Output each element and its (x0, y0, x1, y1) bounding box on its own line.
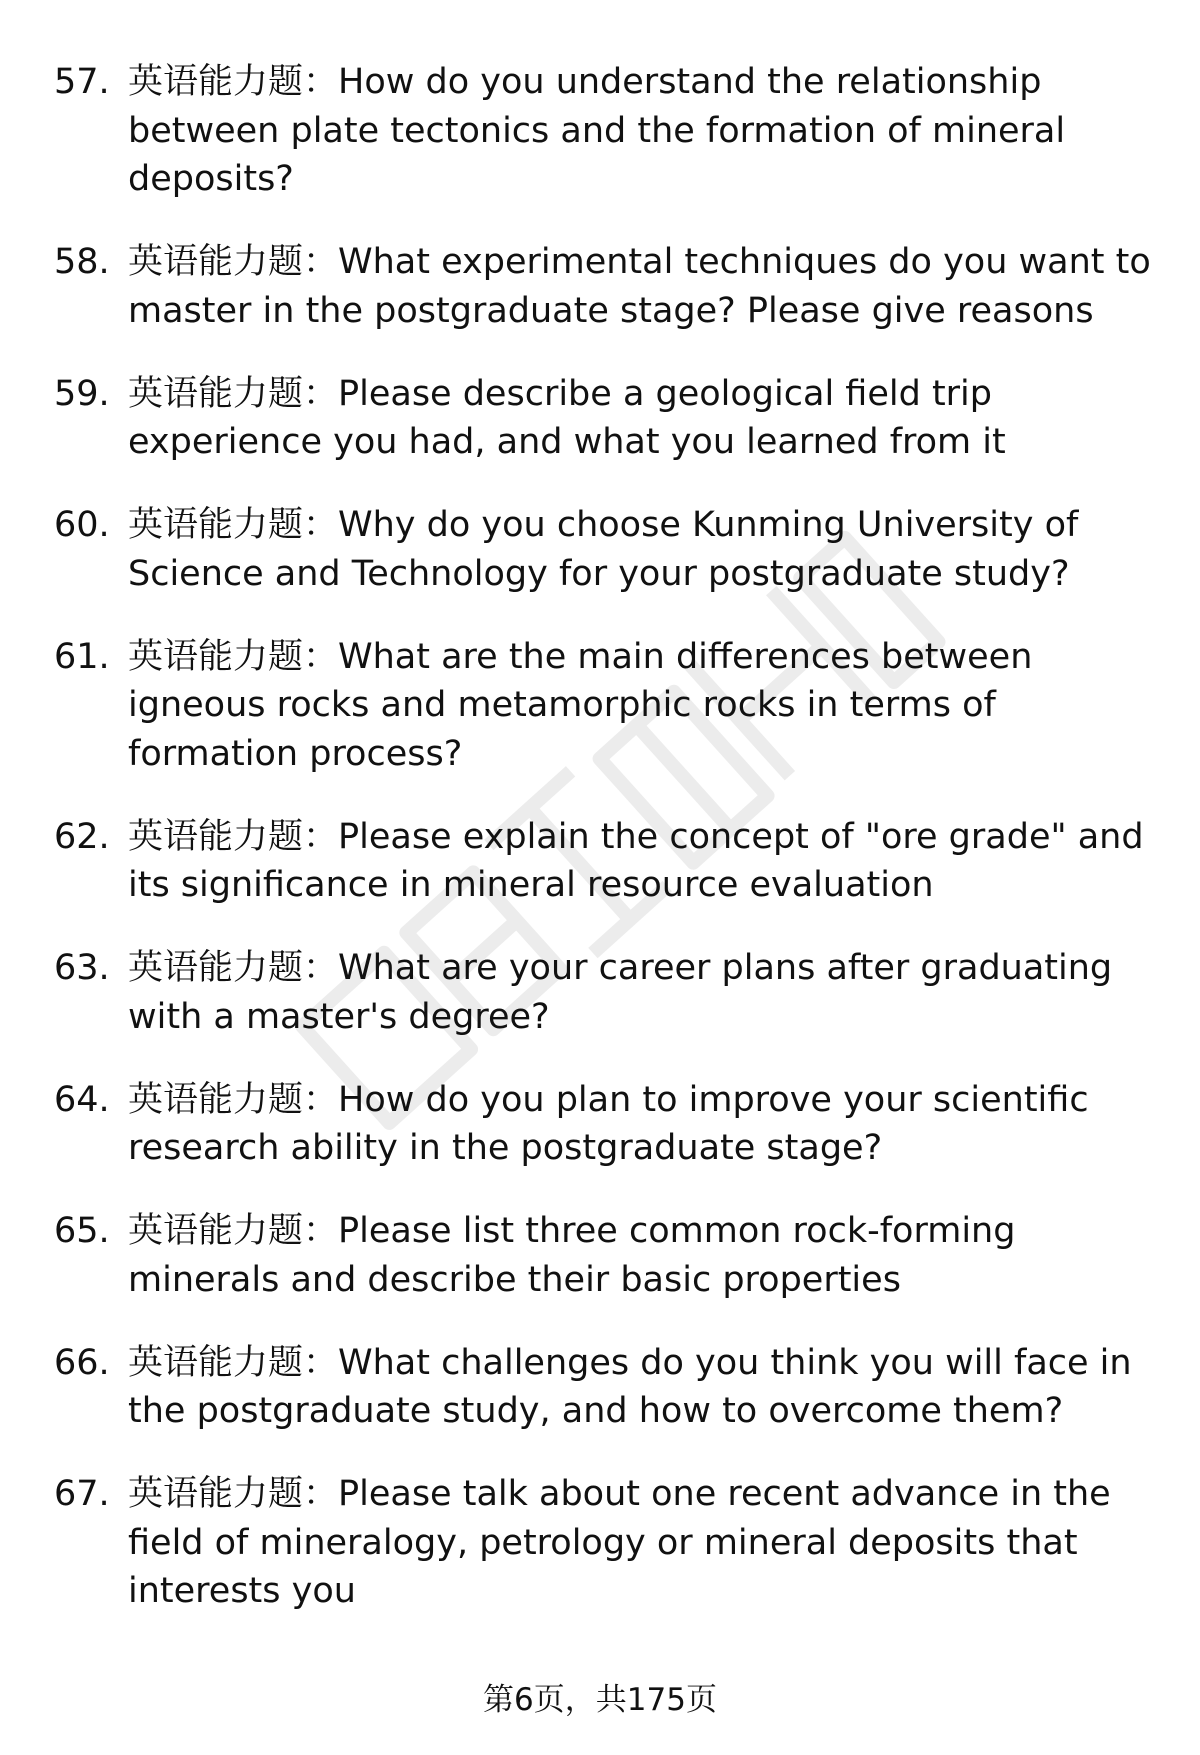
question-prefix: 英语能力题： (128, 1342, 339, 1383)
question-number: 66. (54, 1342, 110, 1383)
question-body (128, 370, 1164, 467)
question-body (128, 238, 1164, 335)
question-item (54, 58, 1164, 204)
question-text: How do you understand the relationship between plate tectonics and the formation of mineral deposits? (128, 62, 1066, 199)
question-text: How do you plan to improve your scientific research ability in the postgraduate stage? (128, 1079, 1089, 1168)
question-item (54, 813, 1164, 910)
question-item (54, 944, 1164, 1041)
question-prefix: 英语能力题： (128, 62, 339, 102)
question-body (128, 1076, 1164, 1173)
page-footer: 第6页，共175页 (483, 1682, 717, 1718)
question-number: 65. (54, 1211, 110, 1251)
question-prefix: 英语能力题： (128, 1211, 339, 1251)
question-body (128, 58, 1164, 204)
question-number: 64. (54, 1079, 110, 1120)
question-number: 61. (54, 636, 110, 677)
question-prefix: 英语能力题： (128, 816, 339, 857)
question-prefix: 英语能力题： (128, 1474, 339, 1514)
question-text: What are the main differences between igneous rocks and metamorphic rocks in terms of formation process? (128, 636, 1033, 774)
question-prefix: 英语能力题： (128, 505, 339, 545)
question-text: Why do you choose Kunming University of Science and Technology for your postgraduate study? (128, 505, 1079, 594)
question-prefix: 英语能力题： (128, 242, 339, 282)
question-prefix: 英语能力题： (128, 373, 339, 414)
question-text: What are your career plans after graduating with a master's degree? (128, 948, 1113, 1037)
question-number: 62. (54, 816, 110, 857)
question-item (54, 238, 1164, 335)
question-prefix: 英语能力题： (128, 948, 339, 988)
question-number: 59. (54, 373, 110, 414)
question-prefix: 英语能力题： (128, 636, 339, 677)
question-text: Please describe a geological field trip experience you had, and what you learned from it (128, 373, 1006, 462)
question-list (54, 58, 1164, 1650)
question-body (128, 1339, 1164, 1436)
question-text: What challenges do you think you will face in the postgraduate study, and how to overcome them? (128, 1342, 1132, 1431)
question-item (54, 1470, 1164, 1616)
question-prefix: 英语能力题： (128, 1079, 339, 1120)
question-text: Please list three common rock-forming minerals and describe their basic properties (128, 1211, 1016, 1300)
question-item (54, 1207, 1164, 1304)
question-text: What experimental techniques do you want to master in the postgraduate stage? Please give reasons (128, 242, 1151, 331)
question-body (128, 633, 1164, 779)
question-item (54, 633, 1164, 779)
question-body (128, 1470, 1164, 1616)
question-body (128, 813, 1164, 910)
question-item (54, 501, 1164, 598)
question-text: Please explain the concept of "ore grade" and its significance in mineral resource evaluation (128, 816, 1144, 905)
question-text: Please talk about one recent advance in the field of mineralogy, petrology or mineral deposits that interests you (128, 1474, 1111, 1611)
question-number: 60. (54, 505, 110, 545)
question-item (54, 1339, 1164, 1436)
question-number: 57. (54, 62, 110, 102)
question-number: 58. (54, 242, 110, 282)
question-body (128, 1207, 1164, 1304)
question-body (128, 944, 1164, 1041)
question-number: 63. (54, 948, 110, 988)
question-item (54, 370, 1164, 467)
question-body (128, 501, 1164, 598)
question-number: 67. (54, 1474, 110, 1514)
question-item (54, 1076, 1164, 1173)
